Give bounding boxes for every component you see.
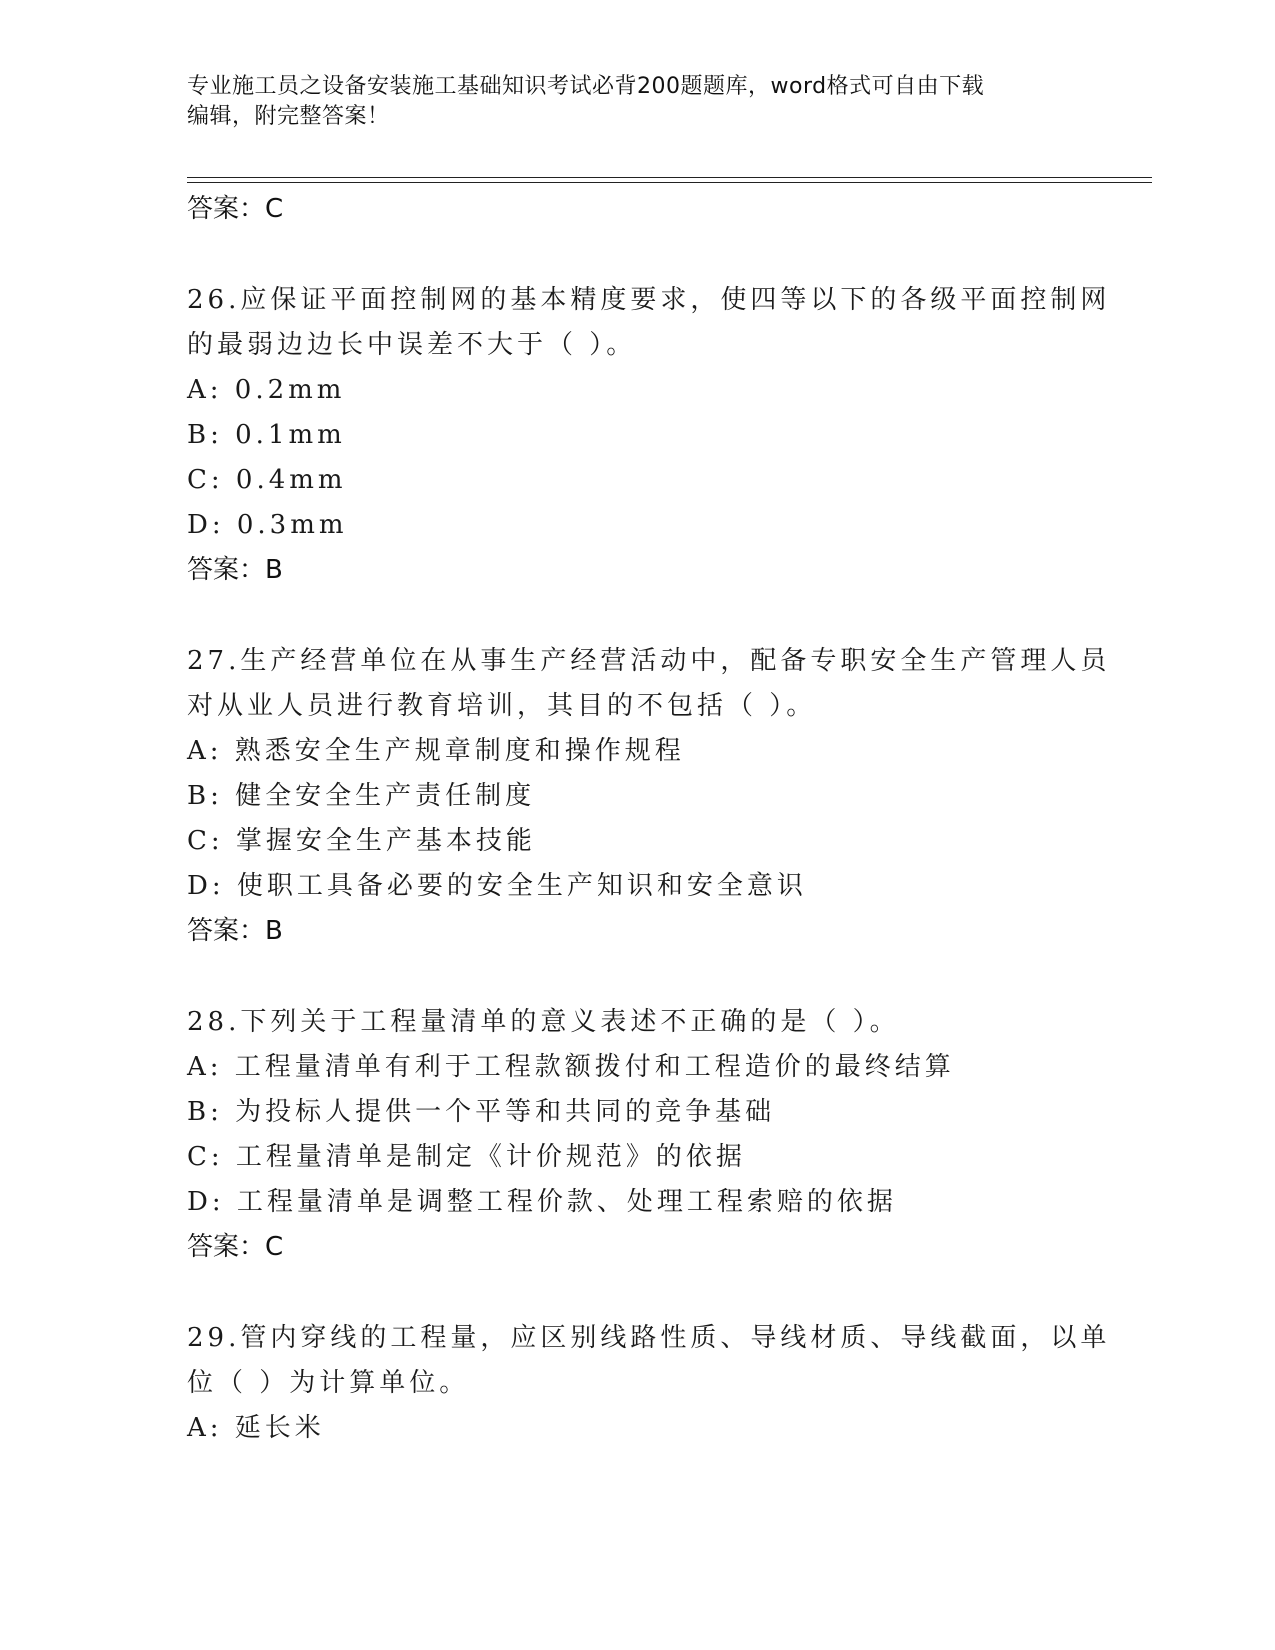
- option-c: C: 工程量清单是制定《计价规范》的依据: [187, 1142, 746, 1172]
- question-block: [187, 639, 1111, 954]
- answer-line: 答案：B: [187, 555, 283, 585]
- option-b: B: 健全安全生产责任制度: [187, 781, 536, 811]
- question-block: [187, 1000, 1087, 1270]
- document-body: [187, 187, 1111, 1451]
- question-block: [187, 1316, 1111, 1451]
- option-a: A: 0.2mm: [187, 375, 346, 405]
- header-divider-bottom: [187, 182, 1152, 183]
- question-text-line: 26.应保证平面控制网的基本精度要求，使四等以下的各级平面控制网: [187, 285, 1111, 315]
- answer-line: 答案：B: [187, 916, 283, 946]
- option-c: C: 掌握安全生产基本技能: [187, 826, 536, 856]
- question-text-line: 对从业人员进行教育培训，其目的不包括（ ）。: [187, 691, 817, 721]
- option-d: D: 使职工具备必要的安全生产知识和安全意识: [187, 871, 807, 901]
- option-a: A: 延长米: [187, 1413, 325, 1443]
- option-d: D: 0.3mm: [187, 510, 348, 540]
- question-block: [187, 278, 1111, 593]
- question-text-line: 29.管内穿线的工程量，应区别线路性质、导线材质、导线截面，以单: [187, 1323, 1111, 1353]
- question-text-line: 27.生产经营单位在从事生产经营活动中，配备专职安全生产管理人员: [187, 646, 1111, 676]
- option-a: A: 工程量清单有利于工程款额拨付和工程造价的最终结算: [187, 1052, 955, 1082]
- answer-line: 答案：C: [187, 194, 284, 224]
- header-line-1: 专业施工员之设备安装施工基础知识考试必背200题题库，word格式可自由下载: [187, 74, 985, 99]
- answer-line: 答案：C: [187, 1232, 284, 1262]
- page-header: [187, 72, 1087, 132]
- header-divider-top: [187, 177, 1152, 178]
- question-text-line: 28.下列关于工程量清单的意义表述不正确的是（ ）。: [187, 1007, 900, 1037]
- question-text-line: 的最弱边边长中误差不大于（ ）。: [187, 330, 637, 360]
- header-line-2: 编辑，附完整答案！: [187, 104, 390, 129]
- option-a: A: 熟悉安全生产规章制度和操作规程: [187, 736, 685, 766]
- option-b: B: 为投标人提供一个平等和共同的竞争基础: [187, 1097, 776, 1127]
- option-c: C: 0.4mm: [187, 465, 347, 495]
- question-text-line: 位（ ）为计算单位。: [187, 1368, 470, 1398]
- option-b: B: 0.1mm: [187, 420, 346, 450]
- option-d: D: 工程量清单是调整工程价款、处理工程索赔的依据: [187, 1187, 897, 1217]
